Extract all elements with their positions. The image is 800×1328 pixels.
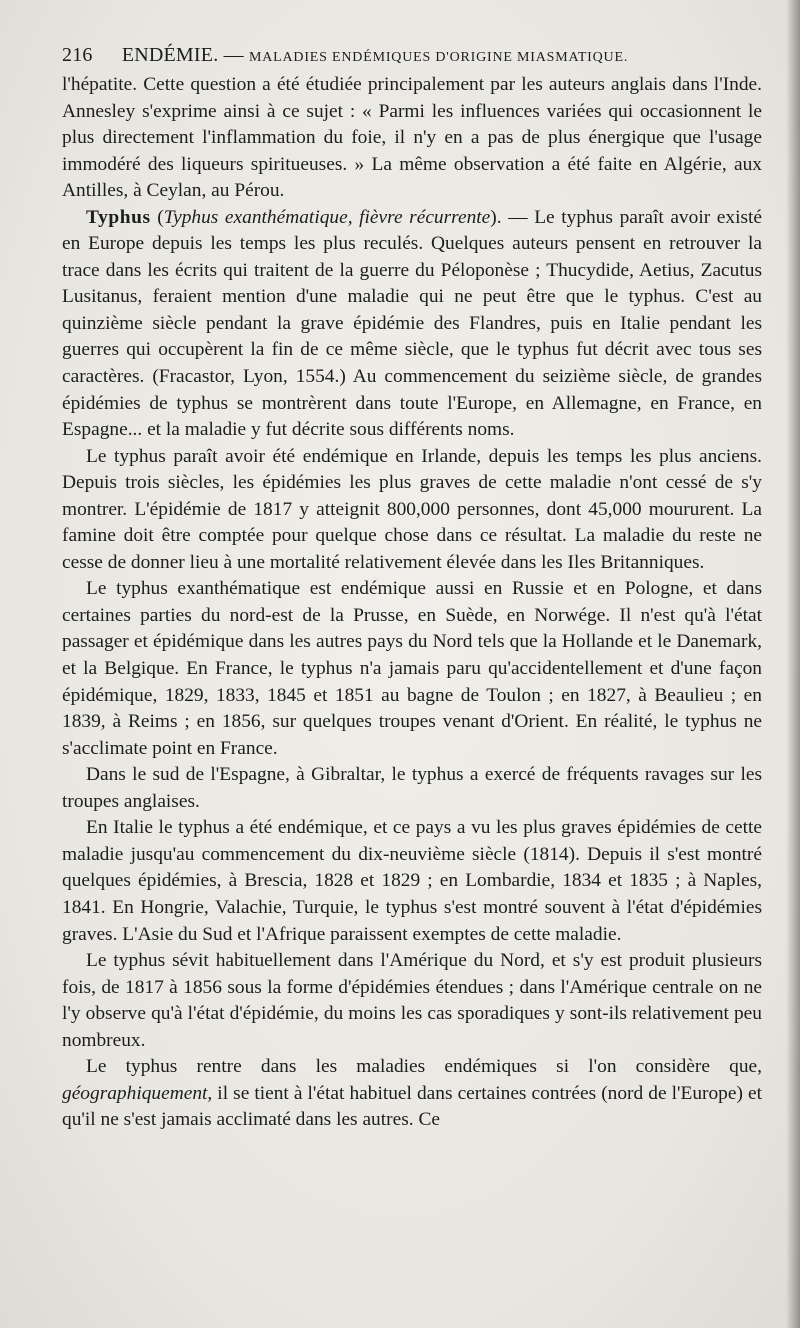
paragraph-typhus-intro bbox=[62, 205, 762, 444]
paragraph-irlande: Le typhus paraît avoir été endémique en Irlande, depuis les temps les plus anciens. Depuis trois siècles, les épidémies les plus graves de cette maladie n'ont cessé de s'y montrer. L'épidémie de 1817 y atteignit 800,000 personnes, dont 45,000 moururent. La famine doit être comptée pour quelque chose dans ce résultat. La maladie du reste ne cesse de donner lieu à une mortalité relativement élevée dans les Iles Britanniques. bbox=[62, 445, 762, 573]
paragraph-hepatite: l'hépatite. Cette question a été étudiée principalement par les auteurs anglais dans l'Inde. Annesley s'exprime ainsi à ce sujet : « Parmi les influences variées qui occasionnent le plus directement l'inflammation du foie, il n'y en a pas de plus énergique que l'usage immodéré des liqueurs spiritueuses. » La même observation a été faite en Algérie, aux Antilles, à Ceylan, au Pérou. bbox=[62, 74, 762, 202]
header-dash: — bbox=[223, 44, 244, 66]
paragraph-russie: Le typhus exanthématique est endémique aussi en Russie et en Pologne, et dans certaines parties du nord-est de la Prusse, en Suède, en Norwége. Il n'est qu'à l'état passager et épidémique dans les autres pays du Nord tels que la Hollande et le Danemark, et la Belgique. En France, le typhus n'a jamais paru qu'accidentellement et d'une façon épidémique, 1829, 1833, 1845 et 1851 au bagne de Toulon ; en 1827, à Beaulieu ; en 1839, à Reims ; en 1856, sur quelques troupes venant d'Orient. En réalité, le typhus ne s'acclimate point en France. bbox=[62, 578, 762, 759]
p8-italic-word: géographiquement bbox=[62, 1082, 208, 1104]
p8-rest: , il se tient à l'état habituel dans certaines contrées (nord de l'Europe) et qu'il ne s'est jamais acclimaté dans les autres. Ce bbox=[62, 1082, 762, 1131]
paragraph-espagne: Dans le sud de l'Espagne, à Gibraltar, le typhus a exercé de fréquents ravages sur les troupes anglaises. bbox=[62, 764, 762, 812]
paragraph-amerique: Le typhus sévit habituellement dans l'Amérique du Nord, et s'y est produit plusieurs fois, de 1817 à 1856 sous la forme d'épidémies étendues ; dans l'Amérique centrale on ne l'y observe qu'à l'état d'épidémie, du moins les cas sporadiques y sont-ils relativement peu nombreux. bbox=[62, 950, 762, 1051]
p8-start: Le typhus rentre dans les maladies endémiques si l'on considère que, bbox=[86, 1056, 762, 1078]
paragraph-geographiquement bbox=[62, 1054, 762, 1134]
running-header bbox=[62, 44, 762, 67]
paren-open: ( bbox=[150, 206, 164, 228]
section-title: MALADIES ENDÉMIQUES D'ORIGINE MIASMATIQUE. bbox=[249, 50, 629, 65]
typhus-history-text: — Le typhus paraît avoir existé en Europe depuis les temps les plus reculés. Quelques auteurs pensent en retrouver la trace dans les écrits qui traitent de la guerre du Péloponèse ; Thucydide, Aetius, Zacutus Lusitanus, feraient mention d'une maladie qui ne peut être que le typhus. C'est au quinzième siècle pendant la grave épidémie des Flandres, puis en Italie pendant les guerres qui occupèrent la fin de ce même siècle, que le typhus fut décrit avec tous ses caractères. (Fracastor, Lyon, 1554.) Au commencement du seizième siècle, de grandes épidémies de typhus se montrèrent dans toute l'Europe, en Allemagne, en France, en Espagne... et la maladie y fut décrite sous différents noms. bbox=[62, 206, 762, 441]
paragraph-italie: En Italie le typhus a été endémique, et ce pays a vu les plus graves épidémies de cette maladie jusqu'au commencement du dix-neuvième siècle (1814). Depuis il s'est montré quelques épidémies, à Brescia, 1828 et 1829 ; en Lombardie, 1834 et 1835 ; à Naples, 1841. En Hongrie, Valachie, Turquie, le typhus s'est montré souvent à l'état d'épidémies graves. L'Asie du Sud et l'Afrique paraissent exemptes de cette maladie. bbox=[62, 817, 762, 945]
section-lead-typhus: Typhus bbox=[86, 206, 151, 228]
page-number: 216 bbox=[62, 44, 93, 66]
paren-close: ). bbox=[490, 206, 509, 228]
page-edge-shadow bbox=[786, 0, 800, 1328]
typhus-synonyms: Typhus exanthématique, fièvre récurrente bbox=[163, 206, 491, 228]
chapter-title: ENDÉMIE. bbox=[121, 44, 219, 66]
text-body bbox=[62, 72, 762, 1134]
